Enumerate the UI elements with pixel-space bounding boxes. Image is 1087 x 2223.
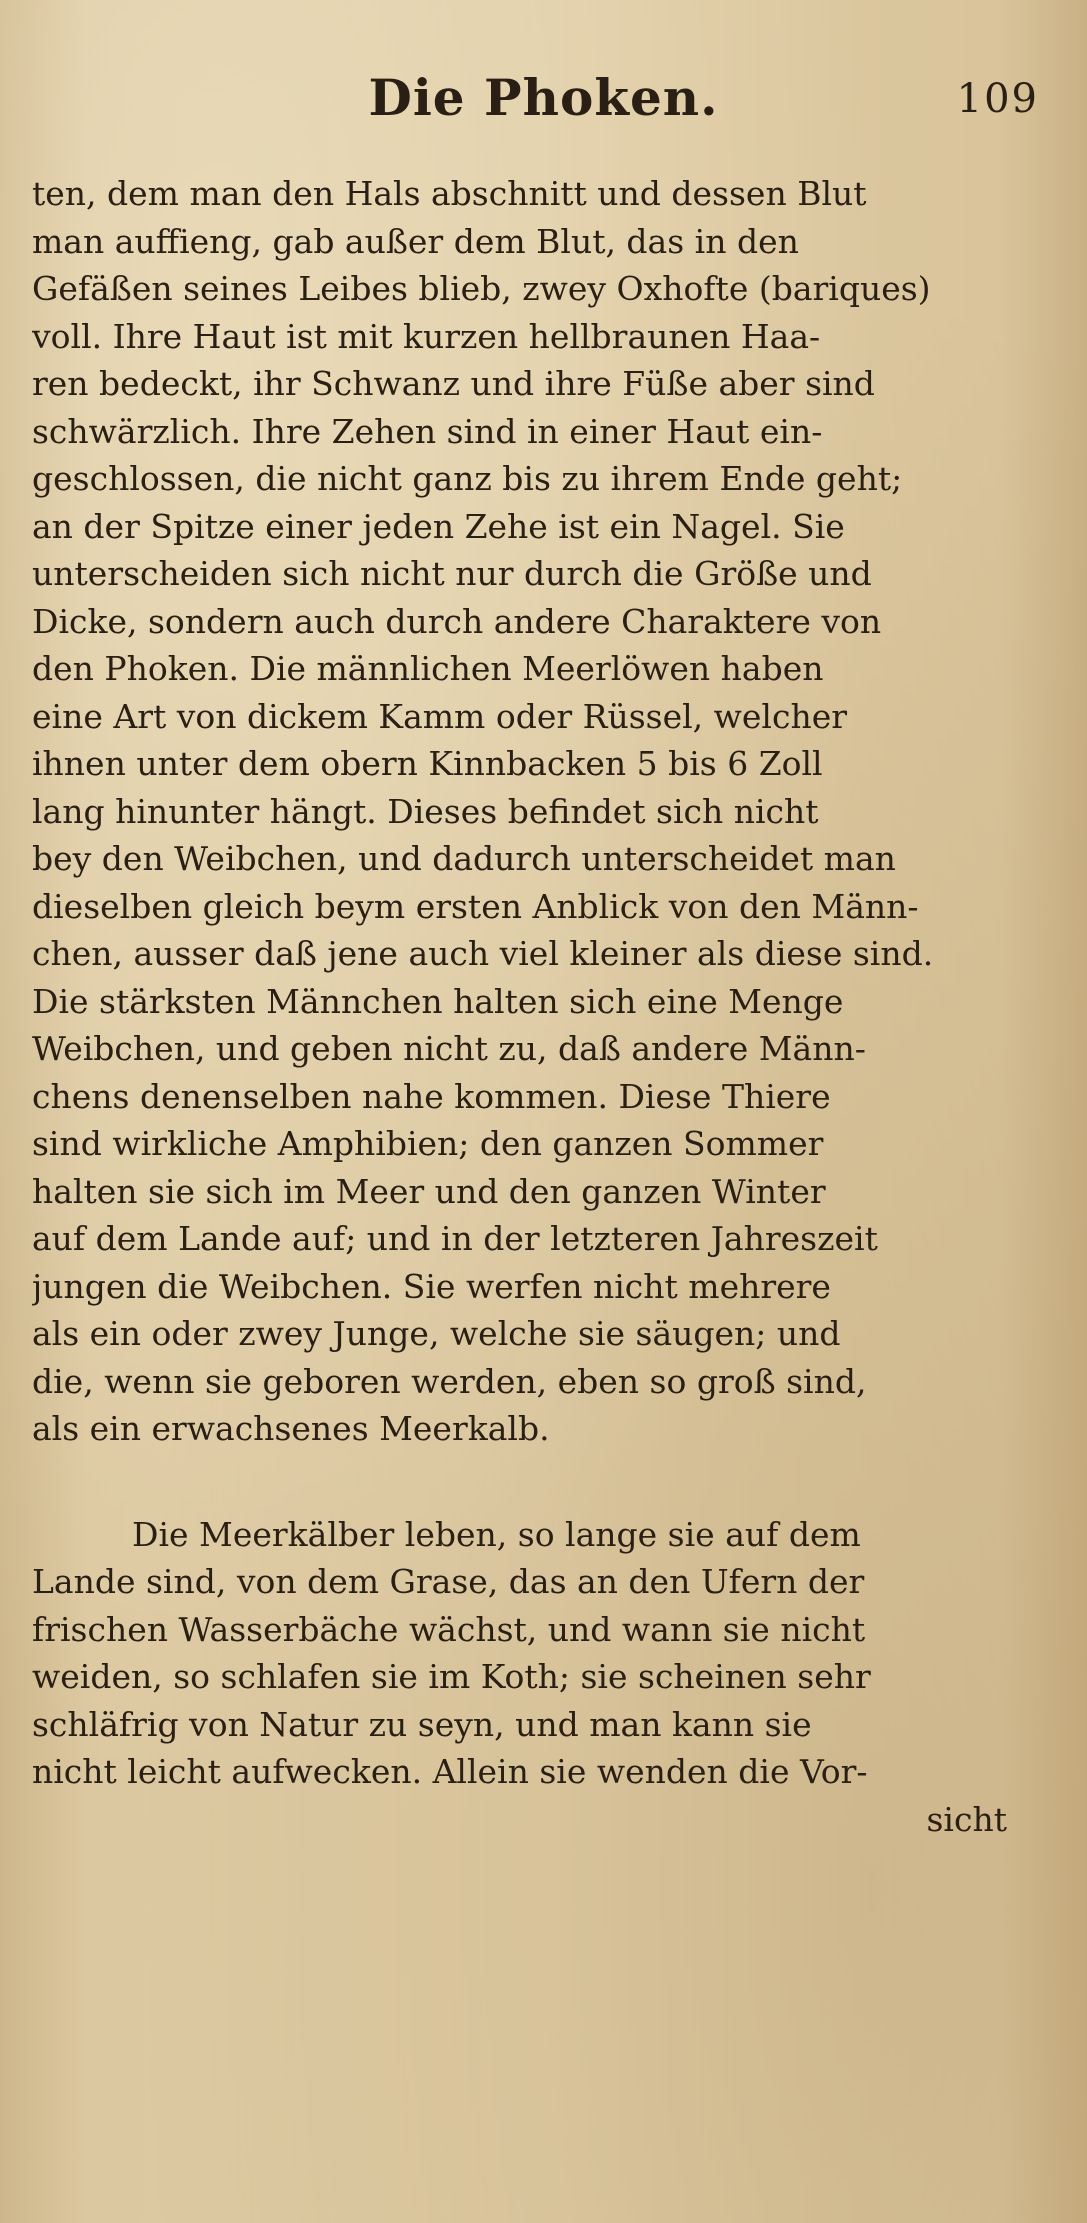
text-line: weiden, so schlafen sie im Koth; sie scheinen sehr (32, 1657, 871, 1696)
text-line: chens denenselben nahe kommen. Diese Thiere (32, 1076, 831, 1116)
text-line: als ein oder zwey Junge, welche sie säugen; und (32, 1314, 841, 1353)
text-line: die, wenn sie geboren werden, eben so groß sind, (32, 1361, 867, 1401)
text-line: jungen die Weibchen. Sie werfen nicht mehrere (32, 1266, 831, 1306)
catchword: sicht (926, 1799, 1007, 1839)
text-line: ten, dem man den Hals abschnitt und dessen Blut (32, 174, 867, 213)
text-line: lang hinunter hängt. Dieses befindet sich nicht (32, 791, 819, 831)
text-line: dieselben gleich beym ersten Anblick von den Männ- (32, 886, 919, 926)
text-line: ihnen unter dem obern Kinnbacken 5 bis 6 Zoll (32, 744, 823, 783)
text-line: Die Meerkälber leben, so lange sie auf dem (132, 1514, 861, 1554)
text-line: Gefäßen seines Leibes blieb, zwey Oxhofte (bariques) (32, 269, 931, 308)
text-line: sind wirkliche Amphibien; den ganzen Sommer (32, 1124, 824, 1163)
text-line: auf dem Lande auf; und in der letzteren Jahreszeit (32, 1219, 878, 1258)
page-header (0, 62, 1087, 132)
text-line: ren bedeckt, ihr Schwanz und ihre Füße aber sind (32, 364, 875, 403)
text-line: den Phoken. Die männlichen Meerlöwen haben (32, 649, 824, 688)
text-line: Dicke, sondern auch durch andere Charaktere von (32, 601, 882, 641)
page-number: 109 (956, 76, 1039, 122)
text-line: als ein erwachsenes Meerkalb. (32, 1409, 550, 1448)
text-line: bey den Weibchen, und dadurch unterscheidet man (32, 839, 896, 878)
text-line: Die stärksten Männchen halten sich eine Menge (32, 981, 844, 1021)
text-line: Weibchen, und geben nicht zu, daß andere Männ- (32, 1029, 866, 1068)
text-line: man auffieng, gab außer dem Blut, das in den (32, 221, 799, 261)
running-title: Die Phoken. (368, 68, 719, 127)
paragraph-break (32, 1453, 1047, 1511)
text-line: Lande sind, von dem Grase, das an den Ufern der (32, 1562, 865, 1601)
text-line: unterscheiden sich nicht nur durch die Größe und (32, 554, 872, 593)
text-line: an der Spitze einer jeden Zehe ist ein Nagel. Sie (32, 506, 845, 546)
text-line: frischen Wasserbäche wächst, und wann sie nicht (32, 1609, 866, 1649)
text-line: halten sie sich im Meer und den ganzen Winter (32, 1171, 826, 1211)
paragraph-1 (32, 170, 1047, 1453)
paragraph-2 (32, 1511, 1047, 1796)
text-line: geschlossen, die nicht ganz bis zu ihrem Ende geht; (32, 459, 903, 498)
text-line: schwärzlich. Ihre Zehen sind in einer Haut ein- (32, 411, 823, 451)
text-line: eine Art von dickem Kamm oder Rüssel, welcher (32, 696, 848, 736)
text-line: nicht leicht aufwecken. Allein sie wenden die Vor- (32, 1752, 868, 1791)
text-line: voll. Ihre Haut ist mit kurzen hellbraunen Haa- (32, 316, 821, 356)
body-text (32, 170, 1047, 1843)
text-line: chen, ausser daß jene auch viel kleiner als diese sind. (32, 934, 934, 973)
text-line: schläfrig von Natur zu seyn, und man kann sie (32, 1704, 812, 1744)
